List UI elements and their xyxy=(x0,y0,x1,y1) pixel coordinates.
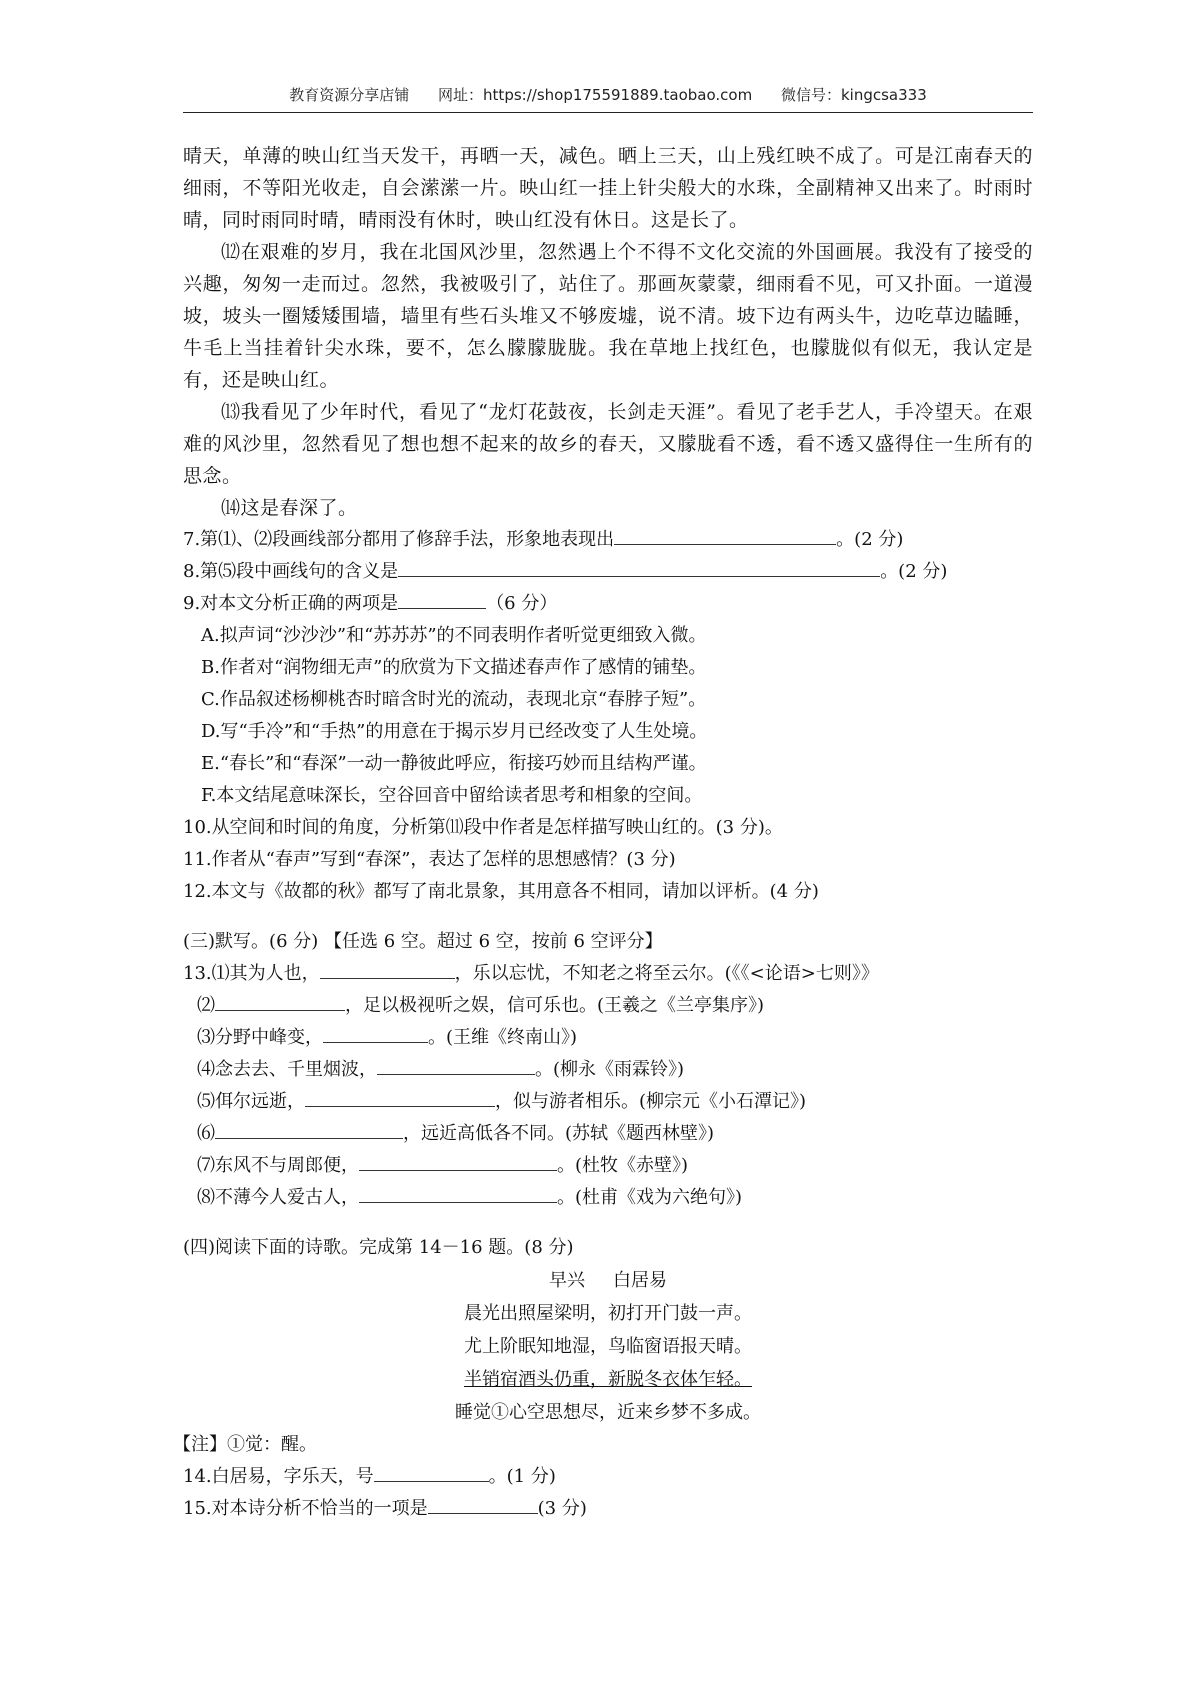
poem-line-3: 半销宿酒头仍重，新脱冬衣体乍轻。 xyxy=(464,1369,752,1390)
poem-title: 早兴 xyxy=(549,1270,585,1291)
dictation-source: ，足以极视听之娱，信可乐也。(王羲之《兰亭集序》) xyxy=(345,995,765,1016)
dictation-item-1 xyxy=(183,958,1033,990)
question-14-text: 14.白居易，字乐天，号 xyxy=(183,1466,374,1487)
answer-blank[interactable] xyxy=(215,990,345,1011)
dictation-source: ，远近高低各不同。(苏轼《题西林壁》) xyxy=(403,1123,715,1144)
poem-line-2: 尤上阶眠知地湿，鸟临窗语报天晴。 xyxy=(464,1336,752,1357)
poem-line-1: 晨光出照屋梁明，初打开门鼓一声。 xyxy=(464,1303,752,1324)
question-15-score: (3 分) xyxy=(537,1498,587,1519)
question-9-text: 9.对本文分析正确的两项是 xyxy=(183,593,399,614)
dictation-item-5 xyxy=(183,1086,1033,1118)
question-12: 12.本文与《故都的秋》都写了南北景象，其用意各不相同，请加以评析。(4 分) xyxy=(183,881,819,902)
option-f: F.本文结尾意味深长，空谷回音中留给读者思考和相象的空间。 xyxy=(201,785,703,806)
dictation-source: ，乐以忘忧，不知老之将至云尔。(《《<论语>七则》》 xyxy=(454,963,879,984)
dictation-prompt: 13.⑴其为人也， xyxy=(183,963,320,984)
shop-name: 教育资源分享店铺 xyxy=(289,86,410,104)
dictation-source: 。(王维《终南山》) xyxy=(428,1027,578,1048)
dictation-item-3 xyxy=(183,1022,1033,1054)
option-d: D.写“手冷”和“手热”的用意在于揭示岁月已经改变了人生处境。 xyxy=(201,721,708,742)
dictation-prompt: ⑻不薄今人爱古人， xyxy=(197,1187,359,1208)
answer-blank[interactable] xyxy=(305,1086,495,1107)
passage-paragraph-continued: 晴天，单薄的映山红当天发干，再晒一天，减色。晒上三天，山上残红映不成了。可是江南春天的细雨，不等阳光收走，自会潆潆一片。映山红一挂上针尖般大的水珠，全副精神又出来了。时雨时晴，同时雨同时晴，晴雨没有休时，映山红没有休日。这是长了。 xyxy=(183,145,1033,231)
option-c: C.作品叙述杨柳桃杏时暗含时光的流动，表现北京“春脖子短”。 xyxy=(201,689,707,710)
answer-blank[interactable] xyxy=(323,1022,428,1043)
answer-blank[interactable] xyxy=(398,556,880,577)
dictation-item-4 xyxy=(183,1054,1033,1086)
passage-paragraph-12: ⑿在艰难的岁月，我在北国风沙里，忽然遇上个不得不文化交流的外国画展。我没有了接受的兴趣，匆匆一走而过。忽然，我被吸引了，站住了。那画灰蒙蒙，细雨看不见，可又扑面。一道漫坡，坡头一圈矮矮围墙，墙里有些石头堆又不够废墟，说不清。坡下边有两头牛，边吃草边瞌睡，牛毛上当挂着针尖水珠，要不，怎么朦朦胧胧。我在草地上找红色，也朦胧似有似无，我认定是有，还是映山红。 xyxy=(183,241,1033,391)
question-15-text: 15.对本诗分析不恰当的一项是 xyxy=(183,1498,428,1519)
option-a: A.拟声词“沙沙沙”和“苏苏苏”的不同表明作者听觉更细致入微。 xyxy=(201,625,707,646)
answer-blank[interactable] xyxy=(320,958,455,979)
dictation-prompt: ⑷念去去、千里烟波， xyxy=(197,1059,377,1080)
dictation-item-8 xyxy=(183,1182,1033,1214)
question-15 xyxy=(183,1493,1033,1525)
wechat-id: 微信号：kingcsa333 xyxy=(780,86,927,104)
section-3-heading: (三)默写。(6 分) 【任选 6 空。超过 6 空，按前 6 空评分】 xyxy=(183,931,663,952)
question-7 xyxy=(183,524,1033,556)
passage-paragraph-14: ⒁这是春深了。 xyxy=(221,497,358,519)
poem-header xyxy=(183,1264,1033,1297)
dictation-prompt: ⑹ xyxy=(197,1123,215,1144)
question-7-score: 。(2 分) xyxy=(836,529,904,550)
poem-note: 【注】①觉：醒。 xyxy=(173,1434,317,1455)
question-10: 10.从空间和时间的角度，分析第⑾段中作者是怎样描写映山红的。(3 分)。 xyxy=(183,817,783,838)
question-9-score: （6 分） xyxy=(486,593,558,614)
dictation-item-7 xyxy=(183,1150,1033,1182)
answer-blank[interactable] xyxy=(428,1493,538,1514)
passage-paragraph-13: ⒀我看见了少年时代，看见了“龙灯花鼓夜，长剑走天涯”。看见了老手艺人，手冷望天。在艰难的风沙里，忽然看见了想也想不起来的故乡的春天，又朦胧看不透，看不透又盛得住一生所有的思念。 xyxy=(183,401,1033,487)
dictation-source: 。(柳永《雨霖铃》) xyxy=(535,1059,685,1080)
poem-author: 白居易 xyxy=(613,1270,667,1291)
answer-blank[interactable] xyxy=(215,1118,403,1139)
dictation-source: ，似与游者相乐。(柳宗元《小石潭记》) xyxy=(495,1091,807,1112)
question-9 xyxy=(183,588,1033,620)
poem-line-4: 睡觉①心空思想尽，近来乡梦不多成。 xyxy=(455,1402,761,1423)
question-8 xyxy=(183,556,1033,588)
dictation-item-2 xyxy=(183,990,1033,1022)
answer-blank[interactable] xyxy=(359,1182,557,1203)
answer-blank[interactable] xyxy=(398,588,486,609)
dictation-source: 。(杜甫《戏为六绝句》) xyxy=(557,1187,743,1208)
dictation-prompt: ⑵ xyxy=(197,995,215,1016)
answer-blank[interactable] xyxy=(359,1150,557,1171)
option-b: B.作者对“润物细无声”的欣赏为下文描述春声作了感情的铺垫。 xyxy=(201,657,707,678)
dictation-prompt: ⑶分野中峰变， xyxy=(197,1027,323,1048)
question-7-text: 7.第⑴、⑵段画线部分都用了修辞手法，形象地表现出 xyxy=(183,529,615,550)
shop-url: 网址：https://shop175591889.taobao.com xyxy=(438,86,753,104)
dictation-item-6 xyxy=(183,1118,1033,1150)
section-4-heading: (四)阅读下面的诗歌。完成第 14－16 题。(8 分) xyxy=(183,1237,574,1258)
page-header xyxy=(183,80,1033,113)
question-14 xyxy=(183,1461,1033,1493)
answer-blank[interactable] xyxy=(614,524,836,545)
dictation-prompt: ⑺东风不与周郎便， xyxy=(197,1155,359,1176)
dictation-source: 。(杜牧《赤壁》) xyxy=(557,1155,689,1176)
option-e: E.“春长”和“春深”一动一静彼此呼应，衔接巧妙而且结构严谨。 xyxy=(201,753,707,774)
question-8-text: 8.第⑸段中画线句的含义是 xyxy=(183,561,399,582)
question-11: 11.作者从“春声”写到“春深”，表达了怎样的思想感情？(3 分) xyxy=(183,849,676,870)
answer-blank[interactable] xyxy=(374,1461,489,1482)
answer-blank[interactable] xyxy=(377,1054,535,1075)
document-body xyxy=(173,140,1033,1525)
question-14-score: 。(1 分) xyxy=(488,1466,556,1487)
dictation-prompt: ⑸佴尔远逝， xyxy=(197,1091,305,1112)
question-8-score: 。(2 分) xyxy=(880,561,948,582)
